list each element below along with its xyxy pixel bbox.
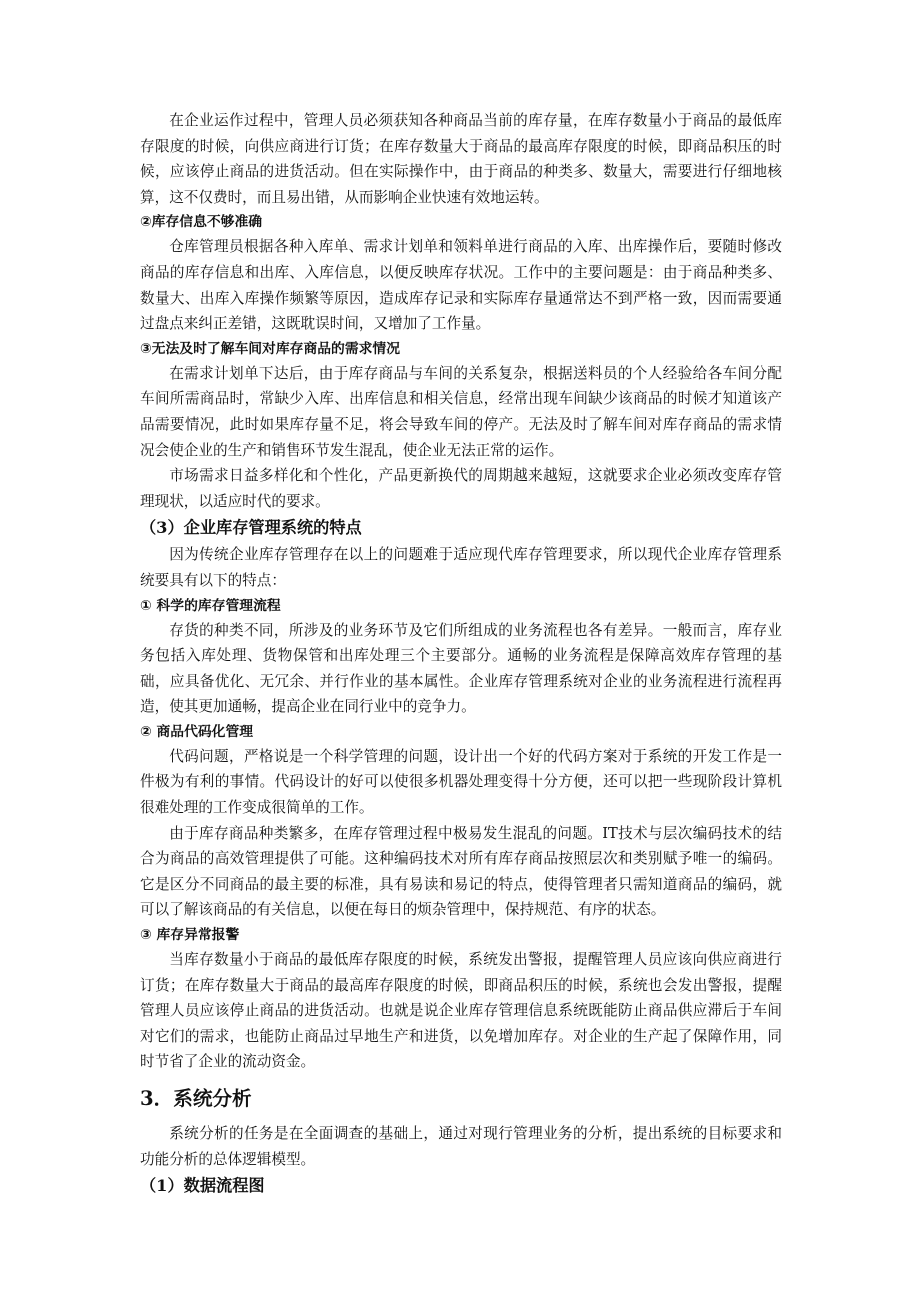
subheading-workshop-demand: ③无法及时了解车间对库存商品的需求情况 xyxy=(140,340,401,357)
section-heading-features: （3）企业库存管理系统的特点 xyxy=(140,518,362,538)
chapter-heading-system-analysis: 3．系统分析 xyxy=(140,1087,252,1110)
paragraph: 存货的种类不同，所涉及的业务环节及它们所组成的业务流程也各有差异。一般而言，库存业务包括入库处理、货物保管和出库处理三个主要部分。通畅的业务流程是保障高效库存管理的基础，应具备优化、无冗余、并行作业的基本属性。企业库存管理系统对企业的业务流程进行流程再造，使其更加通畅，提高企业在同行业中的竞争力。 xyxy=(140,621,782,716)
paragraph: 在需求计划单下达后，由于库存商品与车间的关系复杂，根据送料员的个人经验给各车间分配车间所需商品时，常缺少入库、出库信息和相关信息，经常出现车间缺少该商品的时候才知道该产品需要情况，此时如果库存量不足，将会导致车间的停产。无法及时了解车间对库存商品的需求情况会使企业的生产和销售环节发生混乱，使企业无法正常的运作。 xyxy=(140,364,782,459)
paragraph: 仓库管理员根据各种入库单、需求计划单和领料单进行商品的入库、出库操作后，要随时修改商品的库存信息和出库、入库信息，以便反映库存状况。工作中的主要问题是：由于商品种类多、数量大、出库入库操作频繁等原因，造成库存记录和实际库存量通常达不到严格一致，因而需要通过盘点来纠正差错，这既耽误时间，又增加了工作量。 xyxy=(140,238,782,333)
paragraph: 系统分析的任务是在全面调查的基础上，通过对现行管理业务的分析，提出系统的目标要求和功能分析的总体逻辑模型。 xyxy=(140,1125,782,1168)
subheading-inaccurate-inventory: ②库存信息不够准确 xyxy=(140,214,263,231)
subheading-coding: ② 商品代码化管理 xyxy=(140,723,254,740)
subheading-management-flow: ① 科学的库存管理流程 xyxy=(140,597,281,614)
subheading-alarm: ③ 库存异常报警 xyxy=(140,927,240,944)
paragraph: 在企业运作过程中，管理人员必须获知各种商品当前的库存量，在库存数量小于商品的最低库存限度的时候，向供应商进行订货；在库存数量大于商品的最高库存限度的时候，即商品积压的时候，应该停止商品的进货活动。但在实际操作中，由于商品的种类多、数量大，需要进行仔细地核算，这不仅费时，而且易出错，从而影响企业快速有效地运转。 xyxy=(140,112,782,206)
paragraph: 市场需求日益多样化和个性化，产品更新换代的周期越来越短，这就要求企业必须改变库存管理现状，以适应时代的要求。 xyxy=(140,467,782,510)
paragraph: 代码问题，严格说是一个科学管理的问题，设计出一个好的代码方案对于系统的开发工作是一件极为有利的事情。代码设计的好可以使很多机器处理变得十分方便，还可以把一些现阶段计算机很难处理的工作变成很简单的工作。 xyxy=(140,747,782,817)
section-heading-dataflow: （1）数据流程图 xyxy=(140,1176,265,1196)
document-page xyxy=(140,108,782,1200)
paragraph: 当库存数量小于商品的最低库存限度的时候，系统发出警报，提醒管理人员应该向供应商进行订货；在库存数量大于商品的最高库存限度的时候，即商品积压的时候，系统也会发出警报，提醒管理人员应该停止商品的进货活动。也就是说企业库存管理信息系统既能防止商品供应滞后于车间对它们的需求，也能防止商品过早地生产和进货，以免增加库存。对企业的生产起了保障作用，同时节省了企业的流动资金。 xyxy=(140,951,782,1071)
paragraph: 由于库存商品种类繁多，在库存管理过程中极易发生混乱的问题。IT技术与层次编码技术的结合为商品的高效管理提供了可能。这种编码技术对所有库存商品按照层次和类别赋予唯一的编码。它是区分不同商品的最主要的标准，具有易读和易记的特点，使得管理者只需知道商品的编码，就可以了解该商品的有关信息，以便在每日的烦杂管理中，保持规范、有序的状态。 xyxy=(140,824,782,919)
paragraph: 因为传统企业库存管理存在以上的问题难于适应现代库存管理要求，所以现代企业库存管理系统要具有以下的特点： xyxy=(140,546,782,589)
